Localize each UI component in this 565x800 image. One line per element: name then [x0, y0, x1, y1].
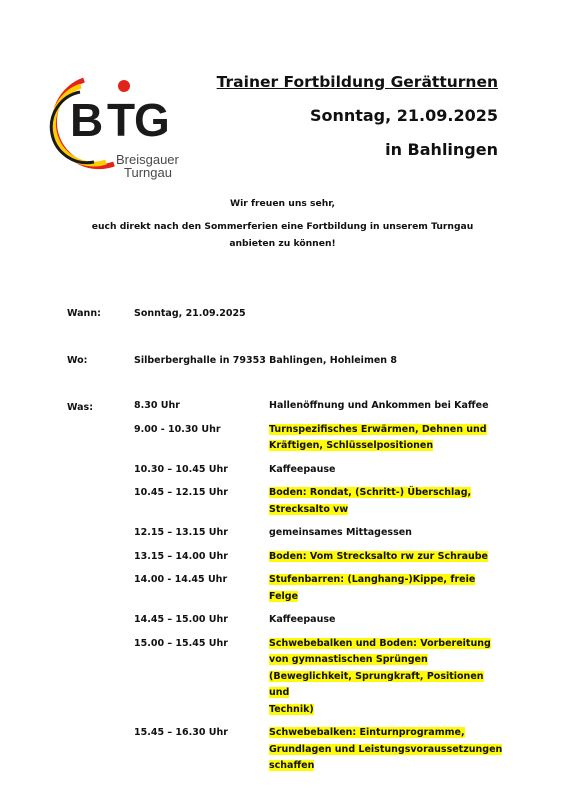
btg-logo — [44, 72, 194, 182]
schedule-time: 14.00 - 14.45 Uhr — [134, 574, 228, 585]
schedule-time: 8.30 Uhr — [134, 400, 180, 411]
event-date-heading: Sonntag, 21.09.2025 — [309, 106, 498, 125]
schedule-time: 10.45 – 12.15 Uhr — [134, 487, 228, 498]
event-place-heading: in Bahlingen — [385, 140, 498, 159]
schedule-activity — [269, 612, 504, 629]
intro-line-3: anbieten zu können! — [229, 238, 336, 249]
schedule-activity — [269, 525, 504, 542]
intro-line-2: euch direkt nach den Sommerferien eine Fortbildung in unserem Turngau — [91, 221, 474, 232]
schedule-row — [134, 612, 504, 629]
schedule-list — [134, 398, 504, 782]
wo-label: Wo: — [67, 355, 88, 366]
schedule-row — [134, 422, 504, 455]
was-label: Was: — [67, 402, 94, 413]
schedule-row — [134, 549, 504, 566]
schedule-row — [134, 636, 504, 719]
schedule-row — [134, 462, 504, 479]
schedule-activity-line: Hallenöffnung und Ankommen bei Kaffee — [269, 400, 489, 411]
schedule-time: 12.15 – 13.15 Uhr — [134, 527, 228, 538]
schedule-time: 14.45 – 15.00 Uhr — [134, 614, 228, 625]
document-title: Trainer Fortbildung Gerätturnen — [216, 73, 498, 91]
schedule-activity-line: Kräftigen, Schlüsselpositionen — [269, 440, 434, 451]
logo-line2: Turngau — [124, 165, 172, 180]
logo-dot — [118, 80, 130, 92]
intro-line-1: Wir freuen uns sehr, — [230, 198, 335, 209]
schedule-activity-line: Stufenbarren: (Langhang-)Kippe, freie Felge — [269, 574, 476, 602]
logo-line1: Breisgauer — [116, 152, 179, 167]
schedule-activity-line: Schwebebalken: Einturnprogramme, — [269, 727, 465, 738]
schedule-activity-line: Boden: Rondat, (Schritt-) Überschlag, — [269, 487, 472, 498]
schedule-activity-line: Boden: Vom Strecksalto rw zur Schraube — [269, 550, 488, 562]
schedule-activity — [269, 725, 504, 775]
wo-value: Silberberghalle in 79353 Bahlingen, Hohleimen 8 — [134, 355, 397, 366]
schedule-activity — [269, 636, 504, 719]
schedule-activity-line: Kaffeepause — [269, 614, 336, 625]
logo-letter-b: BTG — [70, 94, 170, 146]
schedule-time: 13.15 – 14.00 Uhr — [134, 550, 228, 562]
schedule-activity-line: schaffen — [269, 760, 315, 771]
schedule-activity — [269, 422, 504, 455]
wann-value: Sonntag, 21.09.2025 — [134, 308, 246, 319]
schedule-activity-line: Strecksalto vw — [269, 503, 349, 515]
schedule-activity — [269, 572, 504, 605]
schedule-row — [134, 572, 504, 605]
schedule-row — [134, 398, 504, 415]
schedule-activity — [269, 398, 504, 415]
schedule-activity-line: gemeinsames Mittagessen — [269, 527, 412, 538]
schedule-activity — [269, 485, 504, 518]
schedule-row — [134, 725, 504, 775]
schedule-time: 15.00 – 15.45 Uhr — [134, 637, 228, 649]
schedule-activity-line: Technik) — [269, 703, 314, 715]
schedule-activity-line: (Beweglichkeit, Sprungkraft, Positionen und — [269, 670, 484, 698]
btg-logo-graphic — [44, 72, 194, 182]
schedule-row — [134, 525, 504, 542]
schedule-time: 15.45 – 16.30 Uhr — [134, 727, 228, 738]
schedule-row — [134, 485, 504, 518]
schedule-time: 9.00 - 10.30 Uhr — [134, 423, 221, 435]
schedule-time: 10.30 – 10.45 Uhr — [134, 463, 228, 475]
schedule-activity-line: von gymnastischen Sprüngen — [269, 654, 428, 665]
schedule-activity — [269, 549, 504, 566]
schedule-activity-line: Grundlagen und Leistungsvoraussetzungen — [269, 743, 503, 755]
schedule-activity-line: Kaffeepause — [269, 463, 336, 475]
schedule-activity-line: Schwebebalken und Boden: Vorbereitung — [269, 637, 491, 649]
schedule-activity-line: Turnspezifisches Erwärmen, Dehnen und — [269, 423, 487, 435]
wann-label: Wann: — [67, 308, 101, 319]
schedule-activity — [269, 462, 504, 479]
